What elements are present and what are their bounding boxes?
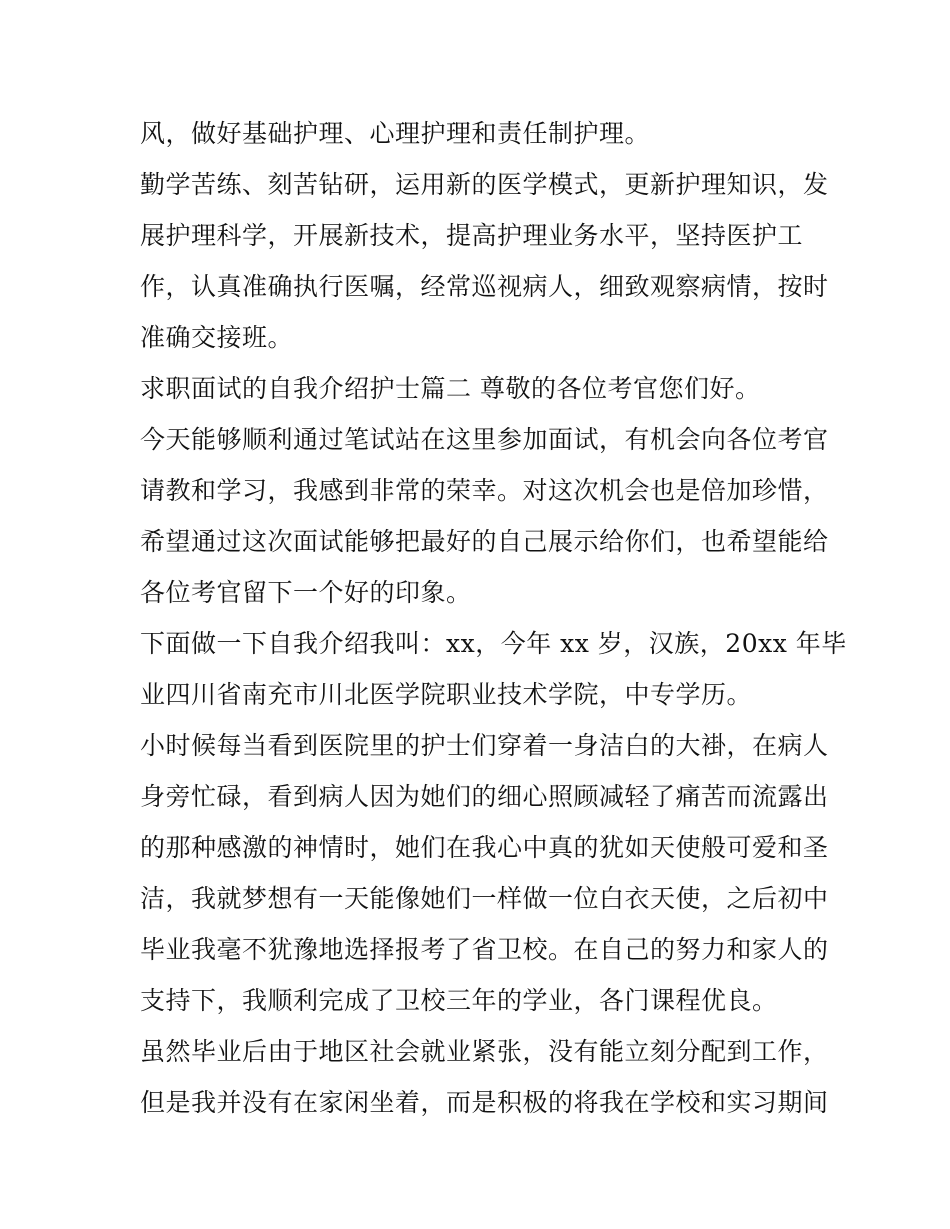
text-line: 各位考官留下一个好的印象。 <box>140 578 472 607</box>
text-line: 下面做一下自我介绍我叫：xx，今年 xx 岁，汉族，20xx 年毕 <box>140 629 847 658</box>
text-line: 准确交接班。 <box>140 323 294 352</box>
text-line: 风，做好基础护理、心理护理和责任制护理。 <box>140 119 651 148</box>
text-line: 洁，我就梦想有一天能像她们一样做一位白衣天使，之后初中 <box>140 884 829 913</box>
text-line: 毕业我毫不犹豫地选择报考了省卫校。在自己的努力和家人的 <box>140 935 829 964</box>
document-body <box>140 108 847 1128</box>
text-line: 虽然毕业后由于地区社会就业紧张，没有能立刻分配到工作， <box>140 1037 829 1066</box>
text-line: 支持下，我顺利完成了卫校三年的学业，各门课程优良。 <box>140 986 778 1015</box>
text-line: 小时候每当看到医院里的护士们穿着一身洁白的大褂，在病人 <box>140 731 829 760</box>
text-line: 业四川省南充市川北医学院职业技术学院，中专学历。 <box>140 680 753 709</box>
text-line: 今天能够顺利通过笔试站在这里参加面试，有机会向各位考官 <box>140 425 829 454</box>
text-line: 身旁忙碌，看到病人因为她们的细心照顾减轻了痛苦而流露出 <box>140 782 829 811</box>
text-line: 希望通过这次面试能够把最好的自己展示给你们，也希望能给 <box>140 527 829 556</box>
text-line: 展护理科学，开展新技术，提高护理业务水平，坚持医护工 <box>140 221 804 250</box>
text-line: 但是我并没有在家闲坐着，而是积极的将我在学校和实习期间 <box>140 1088 829 1117</box>
text-line: 请教和学习，我感到非常的荣幸。对这次机会也是倍加珍惜， <box>140 476 829 505</box>
text-line: 勤学苦练、刻苦钻研，运用新的医学模式，更新护理知识，发 <box>140 170 829 199</box>
section-heading-line: 求职面试的自我介绍护士篇二 尊敬的各位考官您们好。 <box>140 374 761 403</box>
text-line: 的那种感激的神情时，她们在我心中真的犹如天使般可爱和圣 <box>140 833 829 862</box>
text-line: 作，认真准确执行医嘱，经常巡视病人，细致观察病情，按时 <box>140 272 829 301</box>
